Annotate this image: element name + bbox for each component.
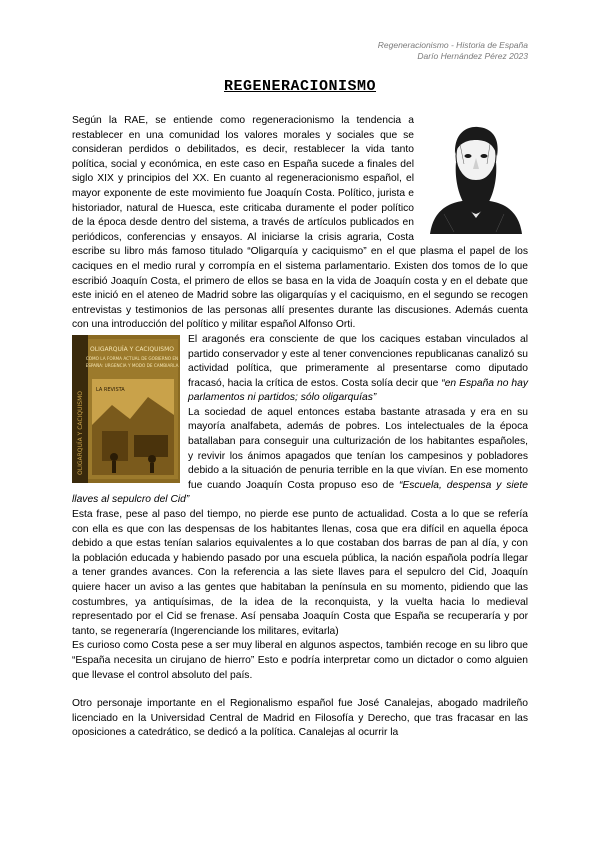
page-title: REGENERACIONISMO	[223, 78, 377, 95]
book-cover-icon	[72, 335, 180, 483]
book-subtitle-1: COMO LA FORMA ACTUAL DE GOBIERNO EN	[85, 355, 179, 361]
paragraph-liberal: Es curioso como Costa pese a ser muy liberal en algunos aspectos, también recoge en su libro que “España necesita un cirujano de hierro” Esto e podría interpretar como un dictador o como alguien que llevase el control absoluto del país.	[72, 640, 528, 681]
book-title-text: OLIGARQUÍA Y CACIQUISMO	[90, 345, 174, 353]
caciques-text: El aragonés era consciente de que los caciques estaban vinculados al partido conservador y este al tener convenciones republicanas canalizó su actividad política, que primeramente al presentarse como diputado fracasó, hacia la crítica de estos. Costa solía decir que	[188, 333, 528, 389]
paragraph-intro: Según la RAE, se entiende como regeneracionismo la tendencia a restablecer en una comunidad los valores morales y sociales que se consideran perdidos o debilitados, es decir, restablecer la vida tanto política, social y económica, en este caso en España sucede a finales del siglo XIX y principios del XX. En cuanto al regeneracionismo español, el mayor exponente de este movimiento fue Joaquín Costa. Político, jurista e historiador, natural de Huesca, este criticaba duramente el poder político de la época desde dentro del sistema, a través de artículos publicados en periódicos, conferencias y ensayos. Al iniciarse la crisis agraria, Costa escribe su libro más famoso titulado “Oligarquía y caciquismo” en el que plasma el papel de los caciques en el medio rural y corrompía en el sistema parlamentario. Existen dos tomos de lo que escribió Joaquín Costa, el primero de ellos se basa en la vida de Joaquín costa y en el debate que este inició en el ateneo de Madrid sobre las oligarquías y el caciquismo, en el segundo se recogen entrevistas y testimonios de las personas allí presentes durante las discusiones. Además cuenta con una introducción del político y militar español Alfonso Orti.	[72, 115, 528, 331]
paragraph-spacer	[72, 683, 528, 697]
document-body	[72, 114, 528, 741]
paragraph-frase: Esta frase, pese al paso del tiempo, no pierde ese punto de actualidad. Costa a lo que se refería con ella es que con las despensas de los habitantes llenas, cosa que era difícil en aquella época debido a que estas tenían salarios equivalentes a lo que costaban dos barras de pan al día, y con la población educada y habiendo pasado por una escuela pública, la nación española podría llegar a tener grandes avances. Con la referencia a las siete llaves para el sepulcro del Cid, Joaquín quiere hacer un aviso a las gentes que habitaban la península en su momento, pidiendo que las costumbres, ya antiquísimas, de la idea de la reconquista, y la vuelta hacia lo medieval representado por el Cid se frenase. Así pensaba Joaquín Costa que España se recuperaría y por tanto, se regeneraría (Ingerenciande los militares, evitarla)	[72, 509, 528, 637]
portrait-engraving-icon	[424, 114, 528, 234]
book-cover-image	[72, 335, 180, 483]
header-line-2: Darío Hernández Pérez 2023	[417, 51, 528, 61]
quote-escuela-despensa: “Escuela, despensa y siete llaves al sepulcro del Cid”	[72, 479, 528, 506]
header-line-1: Regeneracionismo - Historia de España	[377, 40, 528, 50]
book-label: LA REVISTA	[96, 386, 125, 393]
portrait-image	[424, 114, 528, 234]
book-subtitle-2: ESPAÑA: URGENCIA Y MODO DE CAMBIARLA	[85, 362, 179, 368]
page-header	[378, 40, 528, 62]
sociedad-text: La sociedad de aquel entonces estaba bastante atrasada y era en su mayoría analfabeta, además de pobres. Los intelectuales de la época batallaban para conseguir una culturización de los habitantes españoles, y revivir los ánimos apagados que tenían los campesinos y pobladores debido a la situación de penuria terrible en la que vivían. En ese momento fue cuando Joaquín Costa propuso eso de	[188, 406, 528, 491]
quote-oligarquias: “en España no hay parlamentos ni partidos; sólo oligarquías”	[188, 377, 528, 404]
book-spine-text: OLIGARQUÍA Y CACIQUISMO	[77, 390, 84, 475]
paragraph-canalejas: Otro personaje importante en el Regionalismo español fue José Canalejas, abogado madrileño licenciado en la Universidad Central de Madrid en Filosofía y Derecho, que tras fracasar en las oposiciones a catedrático, se dedicó a la política. Canalejas al ocurrir la	[72, 698, 528, 739]
